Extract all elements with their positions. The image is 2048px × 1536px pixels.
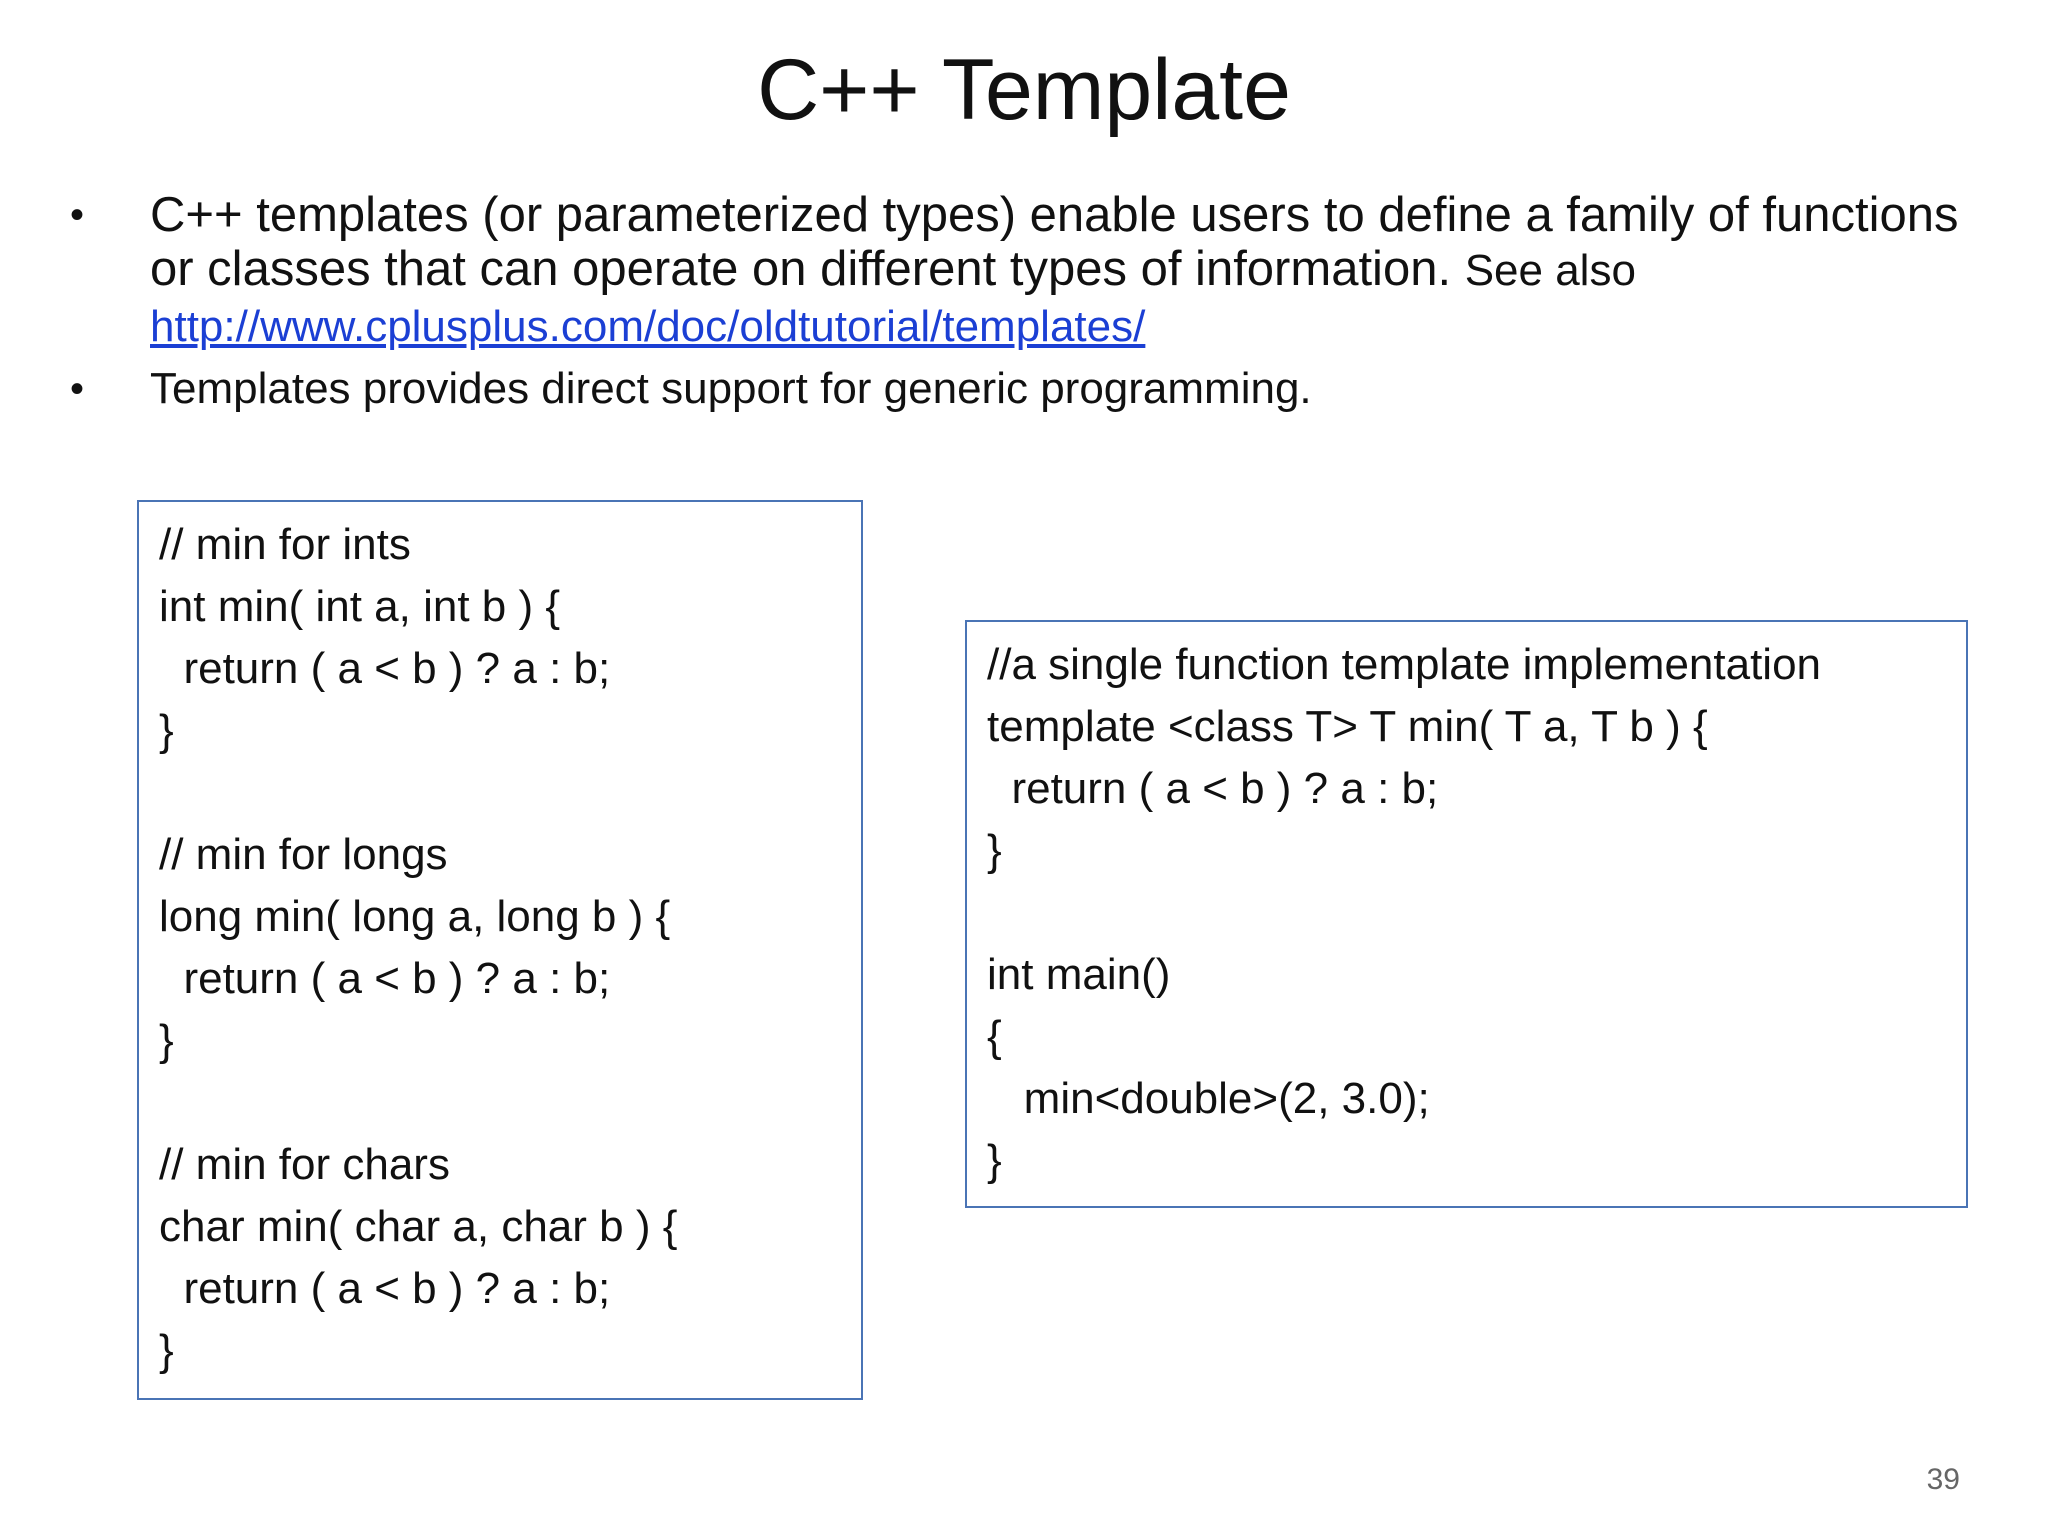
code-line: return ( a < b ) ? a : b; — [159, 644, 611, 693]
bullet-text: Templates provides direct support for generic programming. — [150, 364, 1312, 413]
code-line — [159, 1072, 843, 1134]
code-line: } — [159, 706, 174, 755]
code-line: // min for chars — [159, 1140, 450, 1189]
code-line: char min( char a, char b ) { — [159, 1202, 678, 1251]
bullet-item-templates-definition — [70, 188, 2010, 354]
bullet-icon: • — [70, 193, 85, 237]
bullet-icon: • — [70, 367, 85, 411]
code-line: return ( a < b ) ? a : b; — [159, 954, 611, 1003]
code-line: return ( a < b ) ? a : b; — [987, 764, 1439, 813]
overloaded-min-code-box — [137, 500, 863, 1400]
code-line: } — [987, 1136, 1002, 1185]
code-line: // min for longs — [159, 830, 448, 879]
slide-title: C++ Template — [757, 42, 1291, 138]
code-line: } — [159, 1016, 174, 1065]
code-line: long min( long a, long b ) { — [159, 892, 671, 941]
page-number: 39 — [1926, 1463, 1960, 1496]
code-line: int main() — [987, 950, 1171, 999]
code-line: // min for ints — [159, 520, 411, 569]
template-min-code-box — [965, 620, 1968, 1208]
code-line — [159, 762, 843, 824]
bullet-text: C++ templates (or parameterized types) enable users to define a family of functions or classes that can operate on different types of information. — [150, 188, 1959, 296]
bullet-item-generic-programming — [70, 362, 2010, 416]
code-line: } — [987, 826, 1002, 875]
code-line: int min( int a, int b ) { — [159, 582, 561, 631]
bullet-list — [70, 188, 2010, 416]
code-line: //a single function template implementation — [987, 640, 1822, 689]
code-line: return ( a < b ) ? a : b; — [159, 1264, 611, 1313]
code-line — [987, 882, 1948, 944]
code-line: template <class T> T min( T a, T b ) { — [987, 702, 1708, 751]
code-line: { — [987, 1012, 1002, 1061]
code-line: min<double>(2, 3.0); — [987, 1074, 1430, 1123]
see-also-text: See also — [1464, 246, 1636, 295]
code-line: } — [159, 1326, 174, 1375]
tutorial-link[interactable]: http://www.cplusplus.com/doc/oldtutorial/templates/ — [150, 302, 1146, 351]
